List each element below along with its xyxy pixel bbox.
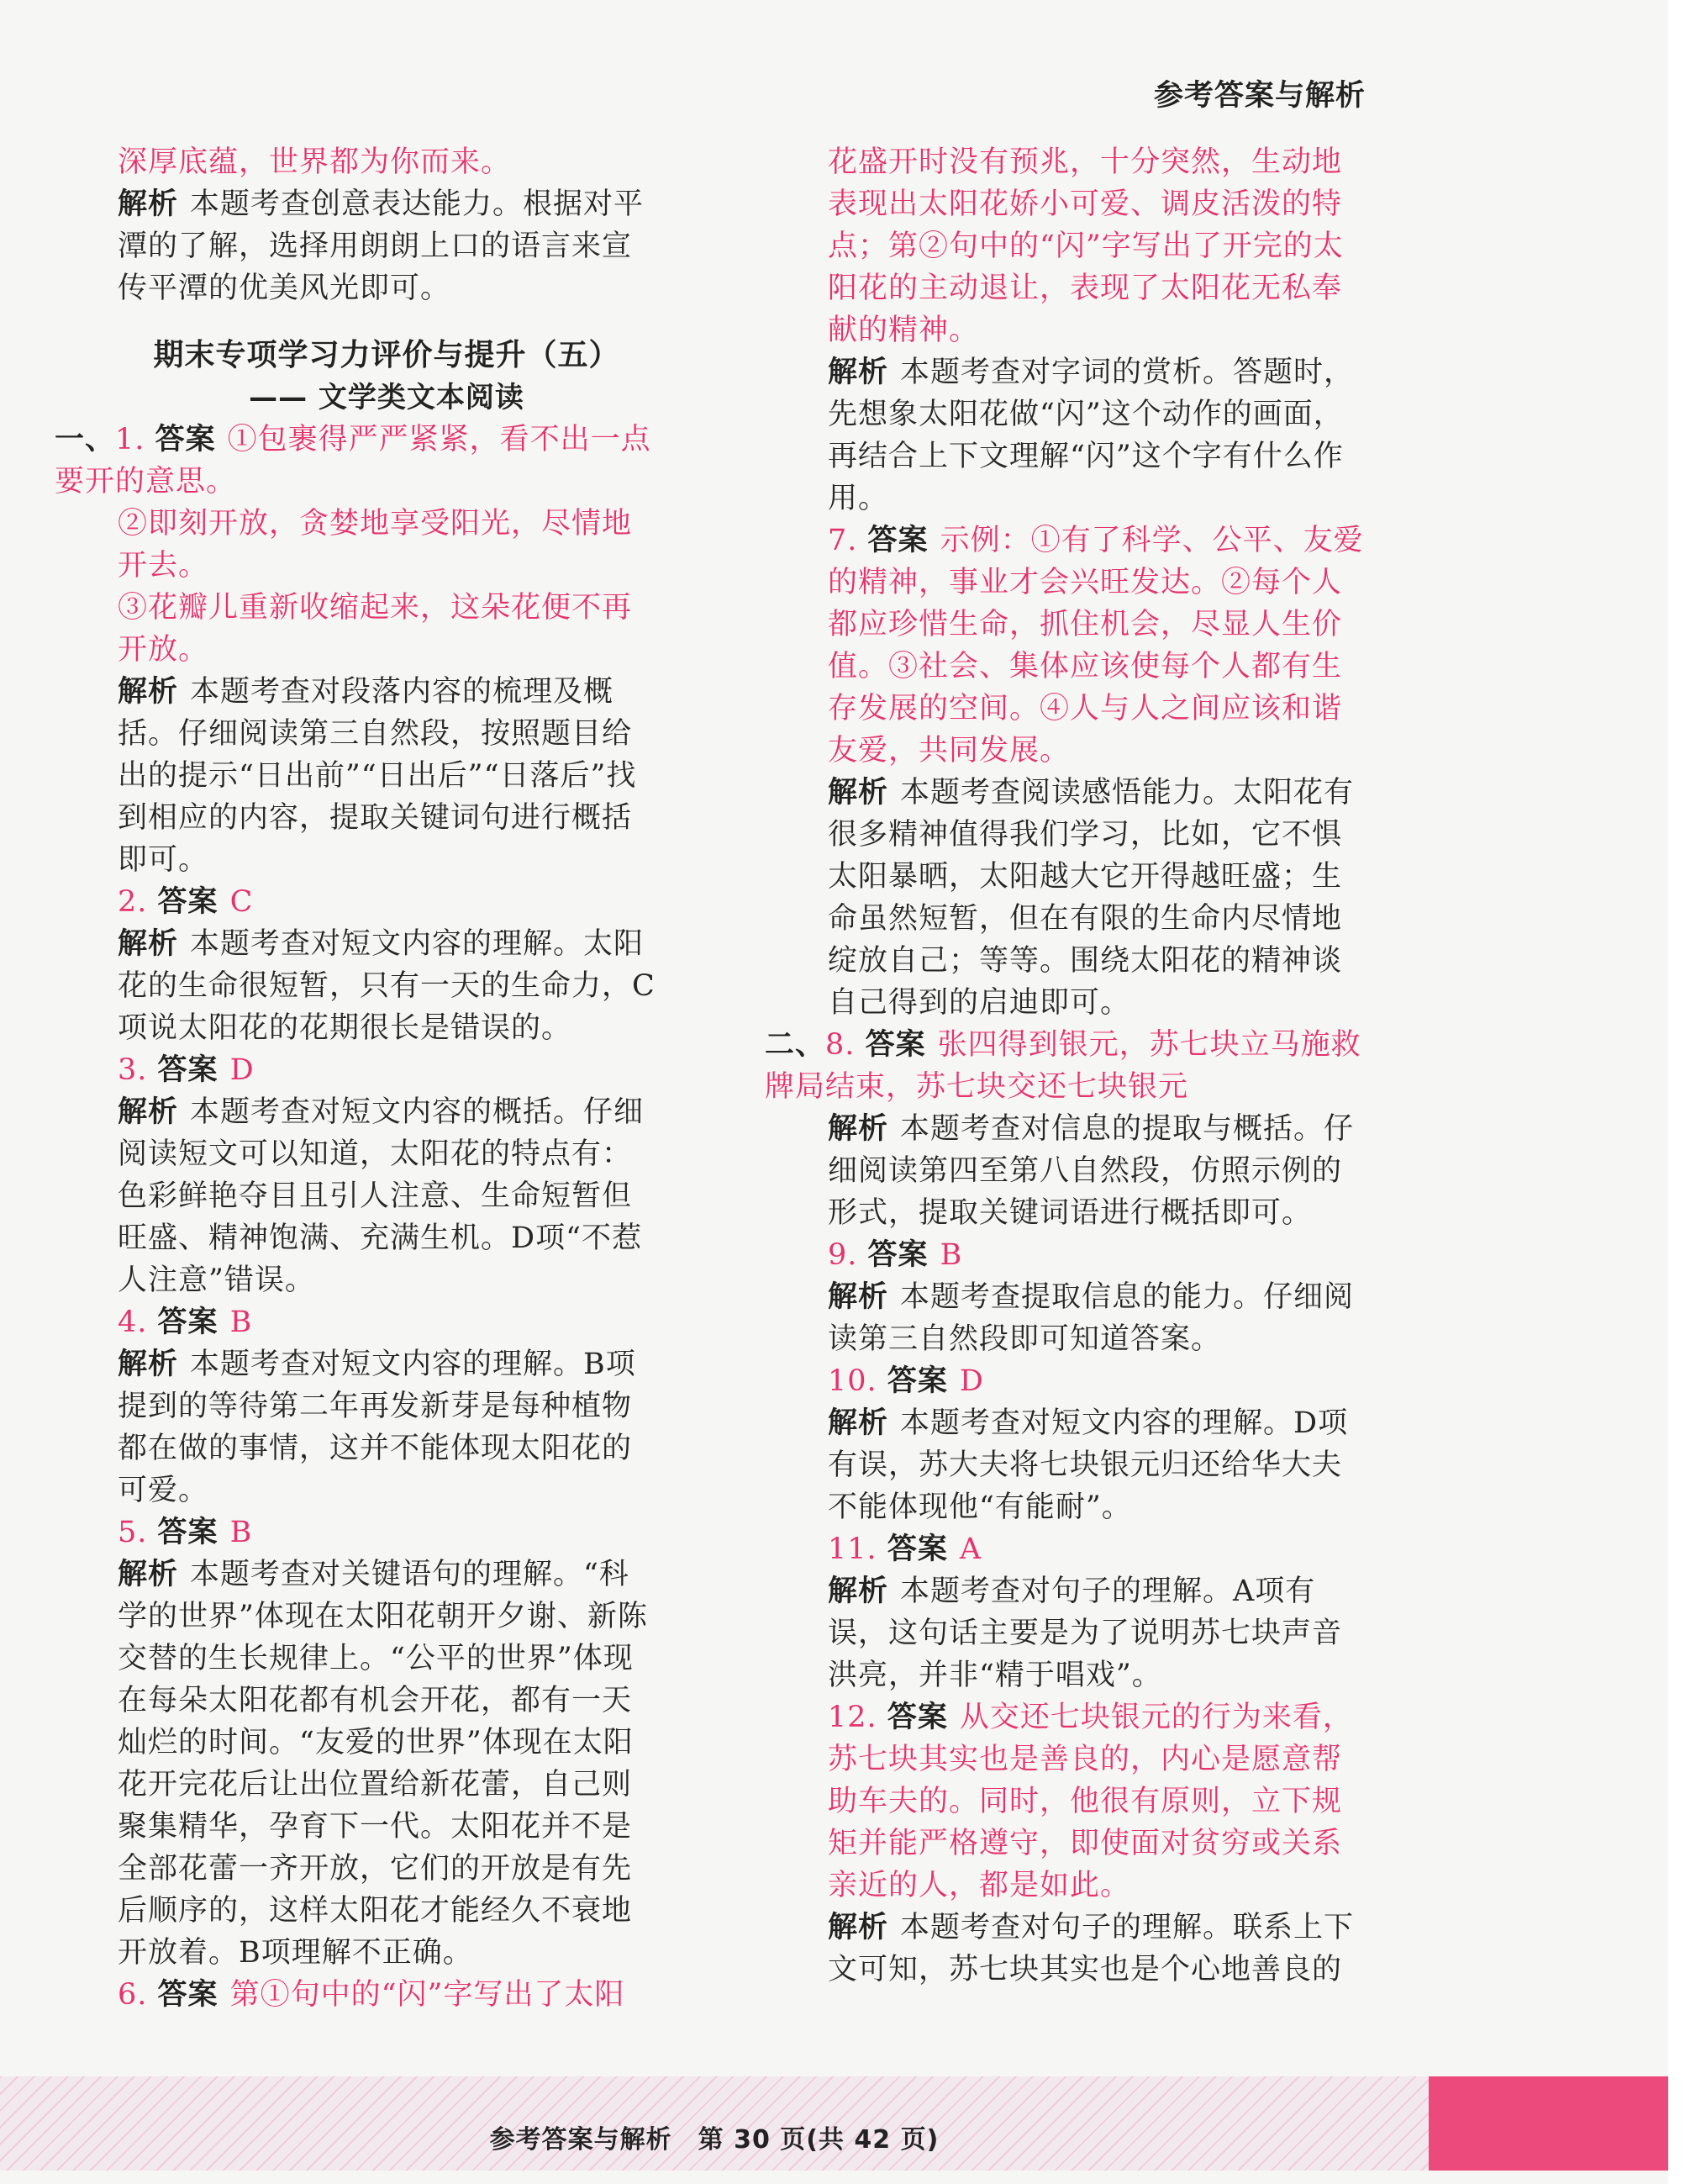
answer-label: 答案 bbox=[155, 423, 216, 456]
question-7 bbox=[828, 520, 1370, 772]
q11-analysis bbox=[828, 1570, 1370, 1696]
question-number: 12. bbox=[828, 1701, 877, 1734]
question-9 bbox=[828, 1234, 1370, 1276]
answer-label: 答案 bbox=[157, 1053, 219, 1087]
analysis-label: 解析 bbox=[118, 675, 179, 709]
analysis-label: 解析 bbox=[118, 927, 179, 961]
answer-text: 第①句中的“闪”字写出了太阳 bbox=[229, 1978, 625, 2012]
analysis-text: 本题考查提取信息的能力。仔细阅读第三自然段即可知道答案。 bbox=[828, 1280, 1355, 1356]
analysis-text: 本题考查对字词的赏析。答题时，先想象太阳花做“闪”这个动作的画面，再结合上下文理解“闪”这个字有什么作用。 bbox=[828, 356, 1355, 515]
q7-analysis bbox=[828, 772, 1370, 1024]
intro-answer: 深厚底蕴，世界都为你而来。 bbox=[118, 145, 512, 179]
analysis-label: 解析 bbox=[828, 1280, 889, 1314]
answer-text: 张四得到银元，苏七块立马施救 牌局结束，苏七块交还七块银元 bbox=[765, 1028, 1392, 1104]
analysis-label: 解析 bbox=[828, 1575, 889, 1608]
part-one-mark: 一、 bbox=[55, 423, 116, 456]
q12-analysis bbox=[828, 1907, 1370, 1991]
footer-color-block bbox=[1429, 2076, 1668, 2171]
answer-text: D bbox=[229, 1053, 255, 1087]
question-number: 4. bbox=[118, 1306, 148, 1339]
answer-label: 答案 bbox=[887, 1701, 948, 1734]
analysis-text: 本题考查阅读感悟能力。太阳花有很多精神值得我们学习，比如，它不惧太阳暴晒，太阳越大它开得越旺盛；生命虽然短暂，但在有限的生命内尽情地绽放自己；等等。围绕太阳花的精神谈自己得到的启迪即可。 bbox=[828, 776, 1355, 1020]
q1-answer-3: ③花瓣儿重新收缩起来，这朵花便不再开放。 bbox=[118, 591, 633, 667]
analysis-text: 本题考查对句子的理解。A项有误，这句话主要是为了说明苏七块声音洪亮，并非“精于唱戏”。 bbox=[828, 1575, 1343, 1692]
q1-answer-2: ②即刻开放，贪婪地享受阳光，尽情地开去。 bbox=[118, 507, 633, 583]
question-number: 1. bbox=[115, 423, 145, 456]
analysis-label: 解析 bbox=[828, 1406, 889, 1440]
question-10 bbox=[828, 1360, 1370, 1402]
answer-text: 示例：①有了科学、公平、友爱的精神，事业才会兴旺发达。②每个人都应珍惜生命，抓住机会，尽显人生价值。③社会、集体应该使每个人都有生存发展的空间。④人与人之间应该和谐友爱，共同发展。 bbox=[828, 524, 1364, 768]
answer-label: 答案 bbox=[157, 1978, 219, 2012]
analysis-text: 本题考查对关键语句的理解。“科学的世界”体现在太阳花朝开夕谢、新陈交替的生长规律上。“公平的世界”体现在每朵太阳花都有机会开花，都有一天灿烂的时间。“友爱的世界”体现在太阳花开完花后让出位置给新花蕾，自己则聚集精华，孕育下一代。太阳花并不是全部花蕾一齐开放，它们的开放是有先后顺序的，这样太阳花才能经久不衰地开放着。B项理解不正确。 bbox=[118, 1558, 648, 1970]
answer-text: B bbox=[940, 1238, 963, 1272]
answer-text: C bbox=[229, 885, 254, 919]
analysis-label: 解析 bbox=[828, 1911, 889, 1944]
page-footer: 参考答案与解析 第 30 页(共 42 页) bbox=[489, 2125, 940, 2155]
question-1 bbox=[55, 419, 656, 503]
question-number: 11. bbox=[828, 1532, 877, 1566]
analysis-label: 解析 bbox=[118, 1558, 179, 1591]
question-number: 10. bbox=[828, 1364, 877, 1398]
analysis-label: 解析 bbox=[118, 1095, 179, 1129]
section-title: 期末专项学习力评价与提升（五） bbox=[153, 338, 620, 372]
left-column bbox=[55, 141, 656, 2016]
question-11 bbox=[828, 1528, 1370, 1570]
analysis-text: 本题考查创意表达能力。根据对平潭的了解，选择用朗朗上口的语言来宣传平潭的优美风光即可。 bbox=[118, 187, 645, 305]
running-header: 参考答案与解析 bbox=[1153, 79, 1366, 113]
q10-analysis bbox=[828, 1402, 1370, 1528]
answer-label: 答案 bbox=[867, 524, 929, 557]
q9-analysis bbox=[828, 1276, 1370, 1360]
section-subtitle: —— 文学类文本阅读 bbox=[249, 381, 524, 414]
answer-label: 答案 bbox=[887, 1532, 948, 1566]
q5-analysis bbox=[118, 1554, 656, 1974]
answer-label: 答案 bbox=[867, 1238, 929, 1272]
answer-text: B bbox=[229, 1306, 253, 1339]
analysis-text: 本题考查对短文内容的理解。B项提到的等待第二年再发新芽是每种植物都在做的事情，这并不能体现太阳花的可爱。 bbox=[118, 1348, 636, 1507]
analysis-text: 本题考查对句子的理解。联系上下文可知，苏七块其实也是个心地善良的 bbox=[828, 1911, 1355, 1986]
answer-text: 从交还七块银元的行为来看，苏七块其实也是善良的，内心是愿意帮助车夫的。同时，他很有原则，立下规矩并能严格遵守，即使面对贫穷或关系亲近的人，都是如此。 bbox=[828, 1701, 1353, 1902]
answer-label: 答案 bbox=[887, 1364, 948, 1398]
answer-text: B bbox=[229, 1516, 253, 1549]
question-2 bbox=[118, 881, 656, 923]
analysis-label: 解析 bbox=[828, 776, 889, 810]
analysis-label: 解析 bbox=[118, 1348, 179, 1381]
q6-answer-continued: 花盛开时没有预兆，十分突然，生动地表现出太阳花娇小可爱、调皮活泼的特点；第②句中的“闪”字写出了开完的太阳花的主动退让，表现了太阳花无私奉献的精神。 bbox=[828, 145, 1344, 347]
question-3 bbox=[118, 1049, 656, 1091]
question-number: 3. bbox=[118, 1053, 148, 1087]
question-4 bbox=[118, 1301, 656, 1343]
answer-text: A bbox=[959, 1532, 982, 1566]
analysis-text: 本题考查对信息的提取与概括。仔细阅读第四至第八自然段，仿照示例的形式，提取关键词语进行概括即可。 bbox=[828, 1112, 1355, 1230]
analysis-label: 解析 bbox=[118, 187, 179, 221]
question-number: 2. bbox=[118, 885, 148, 919]
answer-label: 答案 bbox=[157, 1306, 219, 1339]
question-5 bbox=[118, 1511, 656, 1554]
page-edge bbox=[1668, 0, 1685, 2184]
question-number: 6. bbox=[118, 1978, 148, 2012]
q6-analysis bbox=[828, 351, 1370, 520]
question-number: 8. bbox=[825, 1028, 856, 1062]
q1-analysis bbox=[118, 671, 656, 881]
answer-label: 答案 bbox=[157, 1516, 219, 1549]
answer-text: D bbox=[959, 1364, 984, 1398]
question-number: 9. bbox=[828, 1238, 858, 1272]
analysis-text: 本题考查对段落内容的梳理及概括。仔细阅读第三自然段，按照题目给出的提示“日出前”“日出后”“日落后”找到相应的内容，提取关键词句进行概括即可。 bbox=[118, 675, 637, 877]
question-6 bbox=[118, 1974, 656, 2016]
analysis-text: 本题考查对短文内容的理解。太阳花的生命很短暂，只有一天的生命力，C项说太阳花的花期很长是错误的。 bbox=[118, 927, 656, 1045]
question-number: 5. bbox=[118, 1516, 148, 1549]
question-8 bbox=[765, 1024, 1392, 1108]
analysis-text: 本题考查对短文内容的概括。仔细阅读短文可以知道，太阳花的特点有：色彩鲜艳夺目且引人注意、生命短暂但旺盛、精神饱满、充满生机。D项“不惹人注意”错误。 bbox=[118, 1095, 645, 1297]
q8-analysis bbox=[828, 1108, 1370, 1234]
question-number: 7. bbox=[828, 524, 858, 557]
analysis-text: 本题考查对短文内容的理解。D项有误，苏大夫将七块银元归还给华大夫不能体现他“有能耐”。 bbox=[828, 1406, 1349, 1524]
part-two-mark: 二、 bbox=[765, 1028, 826, 1062]
answer-label: 答案 bbox=[157, 885, 219, 919]
analysis-label: 解析 bbox=[828, 356, 889, 389]
intro-analysis bbox=[118, 183, 656, 309]
question-12 bbox=[828, 1696, 1370, 1907]
answer-text: ①包裹得严严紧紧，看不出一点要开的意思。 bbox=[55, 423, 651, 499]
answer-label: 答案 bbox=[865, 1028, 926, 1062]
q3-analysis bbox=[118, 1091, 656, 1301]
q4-analysis bbox=[118, 1343, 656, 1511]
right-column bbox=[765, 141, 1392, 1991]
q2-analysis bbox=[118, 923, 656, 1049]
analysis-label: 解析 bbox=[828, 1112, 889, 1146]
